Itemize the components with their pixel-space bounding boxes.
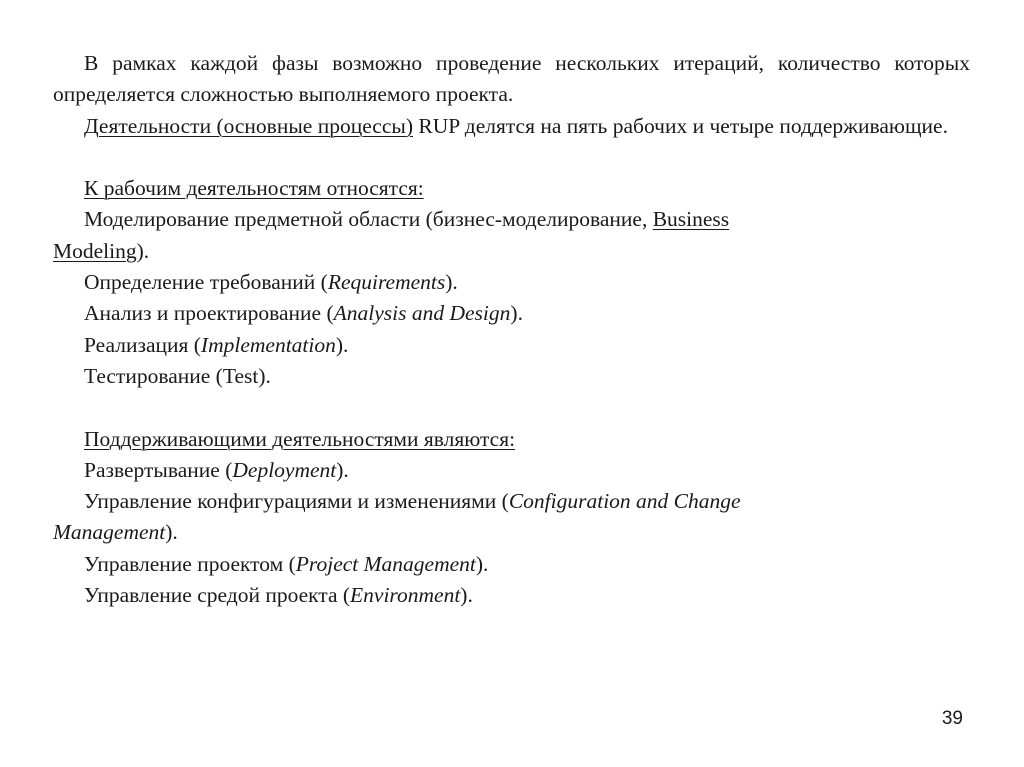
modeling-link[interactable]: Modeling [53,238,137,263]
item-text: Управление конфигурациями и изменениями ( [84,489,509,514]
activities-link[interactable]: Деятельности (основные процессы) [84,113,413,138]
list-item [53,486,970,517]
slide-content [53,48,970,611]
intro-paragraph [53,48,970,111]
item-term: Management [53,520,166,545]
item-term: Project Management [295,551,476,576]
list-item [53,549,970,580]
list-item [53,267,970,298]
item-text: Тестирование (Test). [84,363,271,388]
item-term: Deployment [232,457,337,482]
item-term: Requirements [327,270,446,295]
list-item-continuation [53,517,970,548]
list-item [53,204,970,235]
item-text: Управление средой проекта ( [84,583,351,608]
list-item [53,455,970,486]
item-text: ). [165,520,178,545]
item-text: Развертывание ( [84,457,233,482]
item-text: Определение требований ( [84,270,328,295]
list-item [53,361,970,392]
item-text: ). [475,551,489,576]
list-item [53,580,970,611]
item-term: Implementation [200,332,336,357]
item-text: ). [445,270,458,295]
item-term: Analysis and Design [333,301,511,326]
item-text: Реализация ( [84,332,201,357]
item-text: ). [136,238,150,263]
supporting-heading [53,424,970,455]
business-link[interactable]: Business [652,207,730,232]
item-text: ). [336,457,349,482]
activities-paragraph [53,111,970,142]
item-term: Configuration and Change [508,489,741,514]
page-number: 39 [941,708,963,729]
item-text: Управление проектом ( [84,551,296,576]
list-item-continuation [53,236,970,267]
spacer [53,392,970,423]
intro-text: В рамках каждой фазы возможно проведение нескольких итераций, количество которых определяется сложностью выполняемого проекта. [53,51,970,107]
item-text: Анализ и проектирование ( [84,301,334,326]
item-text: Моделирование предметной области (бизнес-моделирование, [84,207,653,232]
item-text: ). [510,301,523,326]
list-item [53,298,970,329]
item-text: ). [460,583,473,608]
list-item [53,330,970,361]
item-term: Environment [350,583,461,608]
spacer [53,142,970,173]
item-text: ). [335,332,349,357]
working-heading-text[interactable]: К рабочим деятельностям относятся: [84,176,424,201]
working-heading [53,173,970,204]
supporting-heading-text[interactable]: Поддерживающими деятельностями являются: [84,426,516,451]
activities-text: RUP делятся на пять рабочих и четыре поддерживающие. [413,113,948,138]
